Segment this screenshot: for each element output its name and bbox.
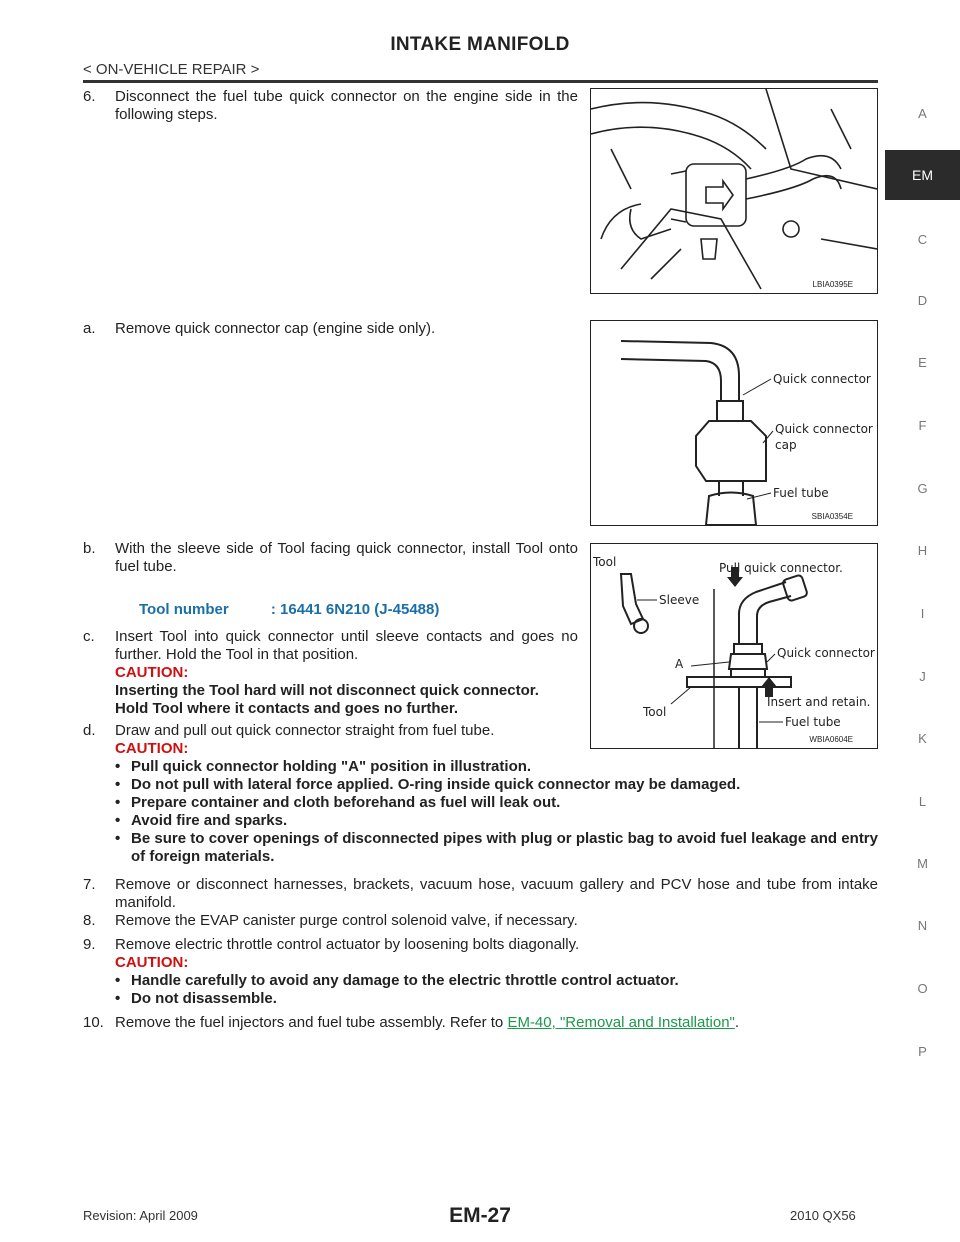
step-c-caution-line-2: Hold Tool where it contacts and goes no further. bbox=[115, 700, 459, 717]
footer-model: 2010 QX56 bbox=[790, 1208, 856, 1223]
step-c-caution-line-1: Inserting the Tool hard will not disconnect quick connector. bbox=[115, 682, 539, 699]
breadcrumb: < ON-VEHICLE REPAIR > bbox=[83, 61, 260, 78]
step-9-number: 9. bbox=[83, 936, 96, 953]
removal-installation-link[interactable]: EM-40, "Removal and Installation" bbox=[507, 1014, 735, 1031]
fig2-label-cap: cap bbox=[775, 438, 797, 452]
step-d-number: d. bbox=[83, 722, 96, 739]
step-d-bullet: • Pull quick connector holding "A" position in illustration. bbox=[115, 758, 532, 775]
step-9-bullet: • Handle carefully to avoid any damage to the electric throttle control actuator. bbox=[115, 972, 679, 989]
step-a-number: a. bbox=[83, 320, 96, 337]
step-d-caution-heading: CAUTION: bbox=[115, 740, 189, 757]
fig3-label-tool-bottom: Tool bbox=[643, 705, 667, 719]
step-10: 10. Remove the fuel injectors and fuel tube assembly. Refer to EM-40, "Removal and Installation". bbox=[83, 1014, 740, 1031]
engine-connector-illustration bbox=[591, 89, 877, 293]
figure-2-id: SBIA0354E bbox=[811, 512, 853, 521]
side-index-m[interactable]: M bbox=[917, 856, 928, 871]
step-c-number: c. bbox=[83, 628, 95, 645]
step-d-text: Draw and pull out quick connector straight from fuel tube. bbox=[115, 722, 495, 739]
side-index-g[interactable]: G bbox=[917, 481, 928, 496]
step-10-text: Remove the fuel injectors and fuel tube assembly. Refer to bbox=[115, 1014, 508, 1031]
figure-3-id: WBIA0604E bbox=[809, 735, 853, 744]
step-8-text: Remove the EVAP canister purge control solenoid valve, if necessary. bbox=[115, 912, 578, 929]
side-index-d[interactable]: D bbox=[917, 293, 928, 308]
connector-cap-illustration bbox=[591, 321, 877, 525]
fig2-label-quick-connector: Quick connector bbox=[773, 372, 871, 386]
figure-tool-insertion bbox=[590, 543, 878, 749]
step-c bbox=[83, 628, 578, 720]
step-6-number: 6. bbox=[83, 88, 96, 105]
step-b-number: b. bbox=[83, 540, 96, 557]
step-10-number: 10. bbox=[83, 1014, 104, 1031]
fig3-label-fuel-tube: Fuel tube bbox=[785, 715, 841, 729]
side-index-e[interactable]: E bbox=[918, 355, 927, 370]
side-index-i[interactable]: I bbox=[920, 606, 925, 621]
step-9-bullet: • Do not disassemble. bbox=[115, 990, 277, 1007]
tool-insertion-illustration bbox=[591, 544, 877, 748]
side-index-p[interactable]: P bbox=[918, 1044, 927, 1059]
step-a-text: Remove quick connector cap (engine side only). bbox=[115, 320, 436, 337]
step-d-bullet: • Prepare container and cloth beforehand as fuel will leak out. bbox=[115, 794, 561, 811]
step-8 bbox=[83, 912, 878, 932]
side-index-c[interactable]: C bbox=[917, 232, 928, 247]
page-title: INTAKE MANIFOLD bbox=[390, 34, 570, 55]
step-b-text: With the sleeve side of Tool facing quick connector, install Tool onto fuel tube. bbox=[115, 540, 578, 575]
step-7-text: Remove or disconnect harnesses, brackets, vacuum hose, vacuum gallery and PCV hose and tube from intake manifold. bbox=[115, 876, 878, 911]
step-c-caution-heading: CAUTION: bbox=[115, 664, 189, 681]
side-index-f[interactable]: F bbox=[918, 418, 927, 433]
footer-revision: Revision: April 2009 bbox=[83, 1208, 198, 1223]
figure-connector-cap bbox=[590, 320, 878, 526]
fig3-label-insert: Insert and retain. bbox=[767, 695, 871, 709]
step-d-bullet: • Be sure to cover openings of disconnected pipes with plug or plastic bag to avoid fuel leakage and entry of foreign materials. bbox=[115, 830, 878, 865]
step-8-number: 8. bbox=[83, 912, 96, 929]
fig3-label-quick-connector: Quick connector bbox=[777, 646, 875, 660]
step-9-caution-heading: CAUTION: bbox=[115, 954, 189, 971]
fig3-label-a: A bbox=[675, 657, 684, 671]
step-9 bbox=[83, 936, 878, 1010]
header-rule bbox=[83, 80, 878, 83]
fig3-label-sleeve: Sleeve bbox=[659, 593, 700, 607]
tool-number-row bbox=[139, 601, 439, 618]
fig2-label-fuel-tube: Fuel tube bbox=[773, 486, 829, 500]
fig3-label-tool-top: Tool bbox=[593, 555, 617, 569]
step-c-text: Insert Tool into quick connector until sleeve contacts and goes no further. Hold the Tool in that position. bbox=[115, 628, 578, 663]
step-d-bullet: • Do not pull with lateral force applied. O-ring inside quick connector may be damaged. bbox=[115, 776, 741, 793]
tool-number-label: Tool number bbox=[139, 601, 229, 618]
step-9-text: Remove electric throttle control actuator by loosening bolts diagonally. bbox=[115, 936, 580, 953]
fig3-label-pull: Pull quick connector. bbox=[719, 561, 843, 575]
fig2-label-quick-connector-cap: Quick connector bbox=[775, 422, 873, 436]
step-7-number: 7. bbox=[83, 876, 96, 893]
side-index-j[interactable]: J bbox=[919, 669, 926, 684]
side-index-em[interactable]: EM bbox=[885, 150, 960, 200]
page-number: EM-27 bbox=[449, 1204, 511, 1227]
side-index-o[interactable]: O bbox=[917, 981, 928, 996]
step-6-text: Disconnect the fuel tube quick connector on the engine side in the following steps. bbox=[115, 88, 578, 123]
figure-engine-connector bbox=[590, 88, 878, 294]
step-d-bullet: • Avoid fire and sparks. bbox=[115, 812, 288, 829]
figure-1-id: LBIA0395E bbox=[812, 280, 853, 289]
step-6 bbox=[83, 88, 578, 128]
side-index-k[interactable]: K bbox=[918, 731, 927, 746]
side-index-h[interactable]: H bbox=[917, 543, 928, 558]
step-b bbox=[83, 540, 578, 580]
step-7 bbox=[83, 876, 878, 916]
tool-number-value: : 16441 6N210 (J-45488) bbox=[270, 601, 440, 618]
side-index-l[interactable]: L bbox=[918, 794, 927, 809]
step-a bbox=[83, 320, 578, 340]
side-index-n[interactable]: N bbox=[917, 918, 928, 933]
side-index-a[interactable]: A bbox=[918, 106, 927, 121]
